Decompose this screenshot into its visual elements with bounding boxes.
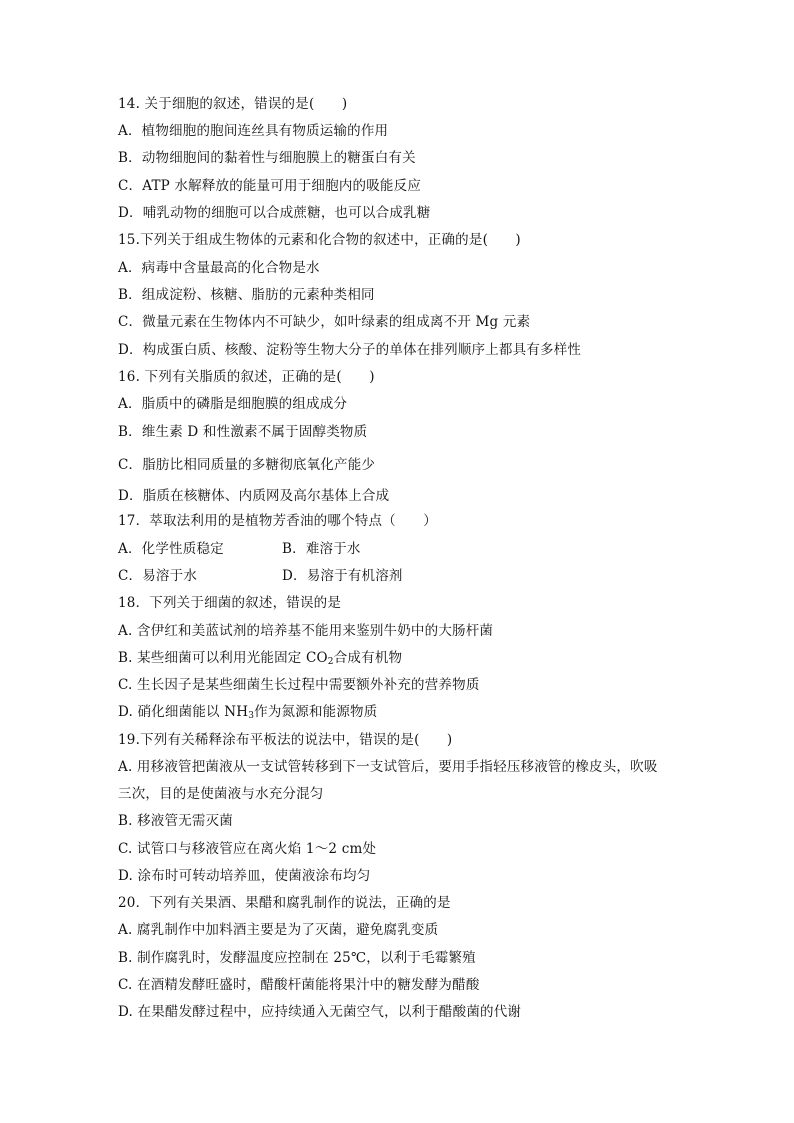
question-16-option-c: C．脂肪比相同质量的多糖彻底氧化产能少 [118, 457, 376, 473]
question-16-option-d: D．脂质在核糖体、内质网及高尔基体上合成 [118, 488, 390, 504]
question-14-stem: 14. 关于细胞的叙述，错误的是( ) [118, 96, 348, 112]
question-19-option-d: D. 涂布时可转动培养皿，使菌液涂布均匀 [118, 868, 371, 884]
question-17-options-row-1 [118, 539, 361, 559]
question-19-option-b: B. 移液管无需灭菌 [118, 813, 234, 829]
question-17-option-a: A．化学性质稳定 [118, 541, 224, 557]
question-18-option-b-text: B. 某些细菌可以利用光能固定 CO [118, 650, 328, 666]
question-18-option-d-text: D. 硝化细菌能以 NH [118, 704, 249, 720]
question-18-option-d-tail: 作为氮源和能源物质 [254, 704, 378, 720]
co2-subscript: 2 [327, 657, 334, 667]
question-20-stem: 20．下列有关果酒、果醋和腐乳制作的说法，正确的是 [118, 895, 451, 911]
question-17-option-c: C．易溶于水 [118, 568, 198, 584]
question-17-option-b: B．难溶于水 [282, 541, 361, 557]
question-16-option-b: B．维生素 D 和性激素不属于固醇类物质 [118, 424, 368, 440]
question-18-stem: 18．下列关于细菌的叙述，错误的是 [118, 595, 342, 611]
question-14-option-d: D．哺乳动物的细胞可以合成蔗糖，也可以合成乳糖 [118, 205, 431, 221]
nh3-subscript: 3 [248, 711, 255, 721]
question-18-option-b-tail: 合成有机物 [333, 650, 403, 666]
question-17-options-row-2 [118, 566, 403, 586]
question-20-option-d: D. 在果醋发酵过程中，应持续通入无菌空气，以利于醋酸菌的代谢 [118, 1004, 522, 1020]
question-19-option-c: C. 试管口与移液管应在离火焰 1～2 cm处 [118, 841, 377, 857]
question-20-option-c: C. 在酒精发酵旺盛时，醋酸杆菌能将果汁中的糖发酵为醋酸 [118, 977, 480, 993]
question-18-option-d [118, 702, 377, 722]
question-19-stem: 19.下列有关稀释涂布平板法的说法中，错误的是( ) [118, 732, 453, 748]
question-19-option-a-continued: 三次，目的是使菌液与水充分混匀 [118, 786, 324, 802]
question-18-option-a: A. 含伊红和美蓝试剂的培养基不能用来鉴别牛奶中的大肠杆菌 [118, 623, 494, 639]
question-16-stem: 16. 下列有关脂质的叙述，正确的是( ) [118, 369, 375, 385]
question-15-option-a: A．病毒中含量最高的化合物是水 [118, 260, 320, 276]
question-19-option-a: A. 用移液管把菌液从一支试管转移到下一支试管后，要用手指轻压移液管的橡皮头，吹吸 [118, 759, 658, 775]
question-15-option-c: C．微量元素在生物体内不可缺少，如叶绿素的组成离不开 Mg 元素 [118, 314, 531, 330]
question-17-option-d: D．易溶于有机溶剂 [282, 568, 403, 584]
question-18-option-c: C. 生长因子是某些细菌生长过程中需要额外补充的营养物质 [118, 677, 480, 693]
question-15-option-d: D．构成蛋白质、核酸、淀粉等生物大分子的单体在排列顺序上都具有多样性 [118, 342, 582, 358]
question-18-option-b [118, 648, 402, 668]
question-20-option-a: A. 腐乳制作中加料酒主要是为了灭菌，避免腐乳变质 [118, 922, 439, 938]
question-14-option-c: C．ATP 水解释放的能量可用于细胞内的吸能反应 [118, 178, 422, 194]
question-15-option-b: B．组成淀粉、核糖、脂肪的元素种类相同 [118, 287, 375, 303]
question-14-option-b: B．动物细胞间的黏着性与细胞膜上的糖蛋白有关 [118, 150, 416, 166]
question-20-option-b: B. 制作腐乳时，发酵温度应控制在 25℃，以利于毛霉繁殖 [118, 950, 476, 966]
question-16-option-a: A．脂质中的磷脂是细胞膜的组成成分 [118, 396, 348, 412]
question-17-stem: 17．萃取法利用的是植物芳香油的哪个特点（ ） [118, 513, 437, 529]
question-15-stem: 15.下列关于组成生物体的元素和化合物的叙述中，正确的是( ) [118, 232, 521, 248]
question-14-option-a: A．植物细胞的胞间连丝具有物质运输的作用 [118, 123, 389, 139]
